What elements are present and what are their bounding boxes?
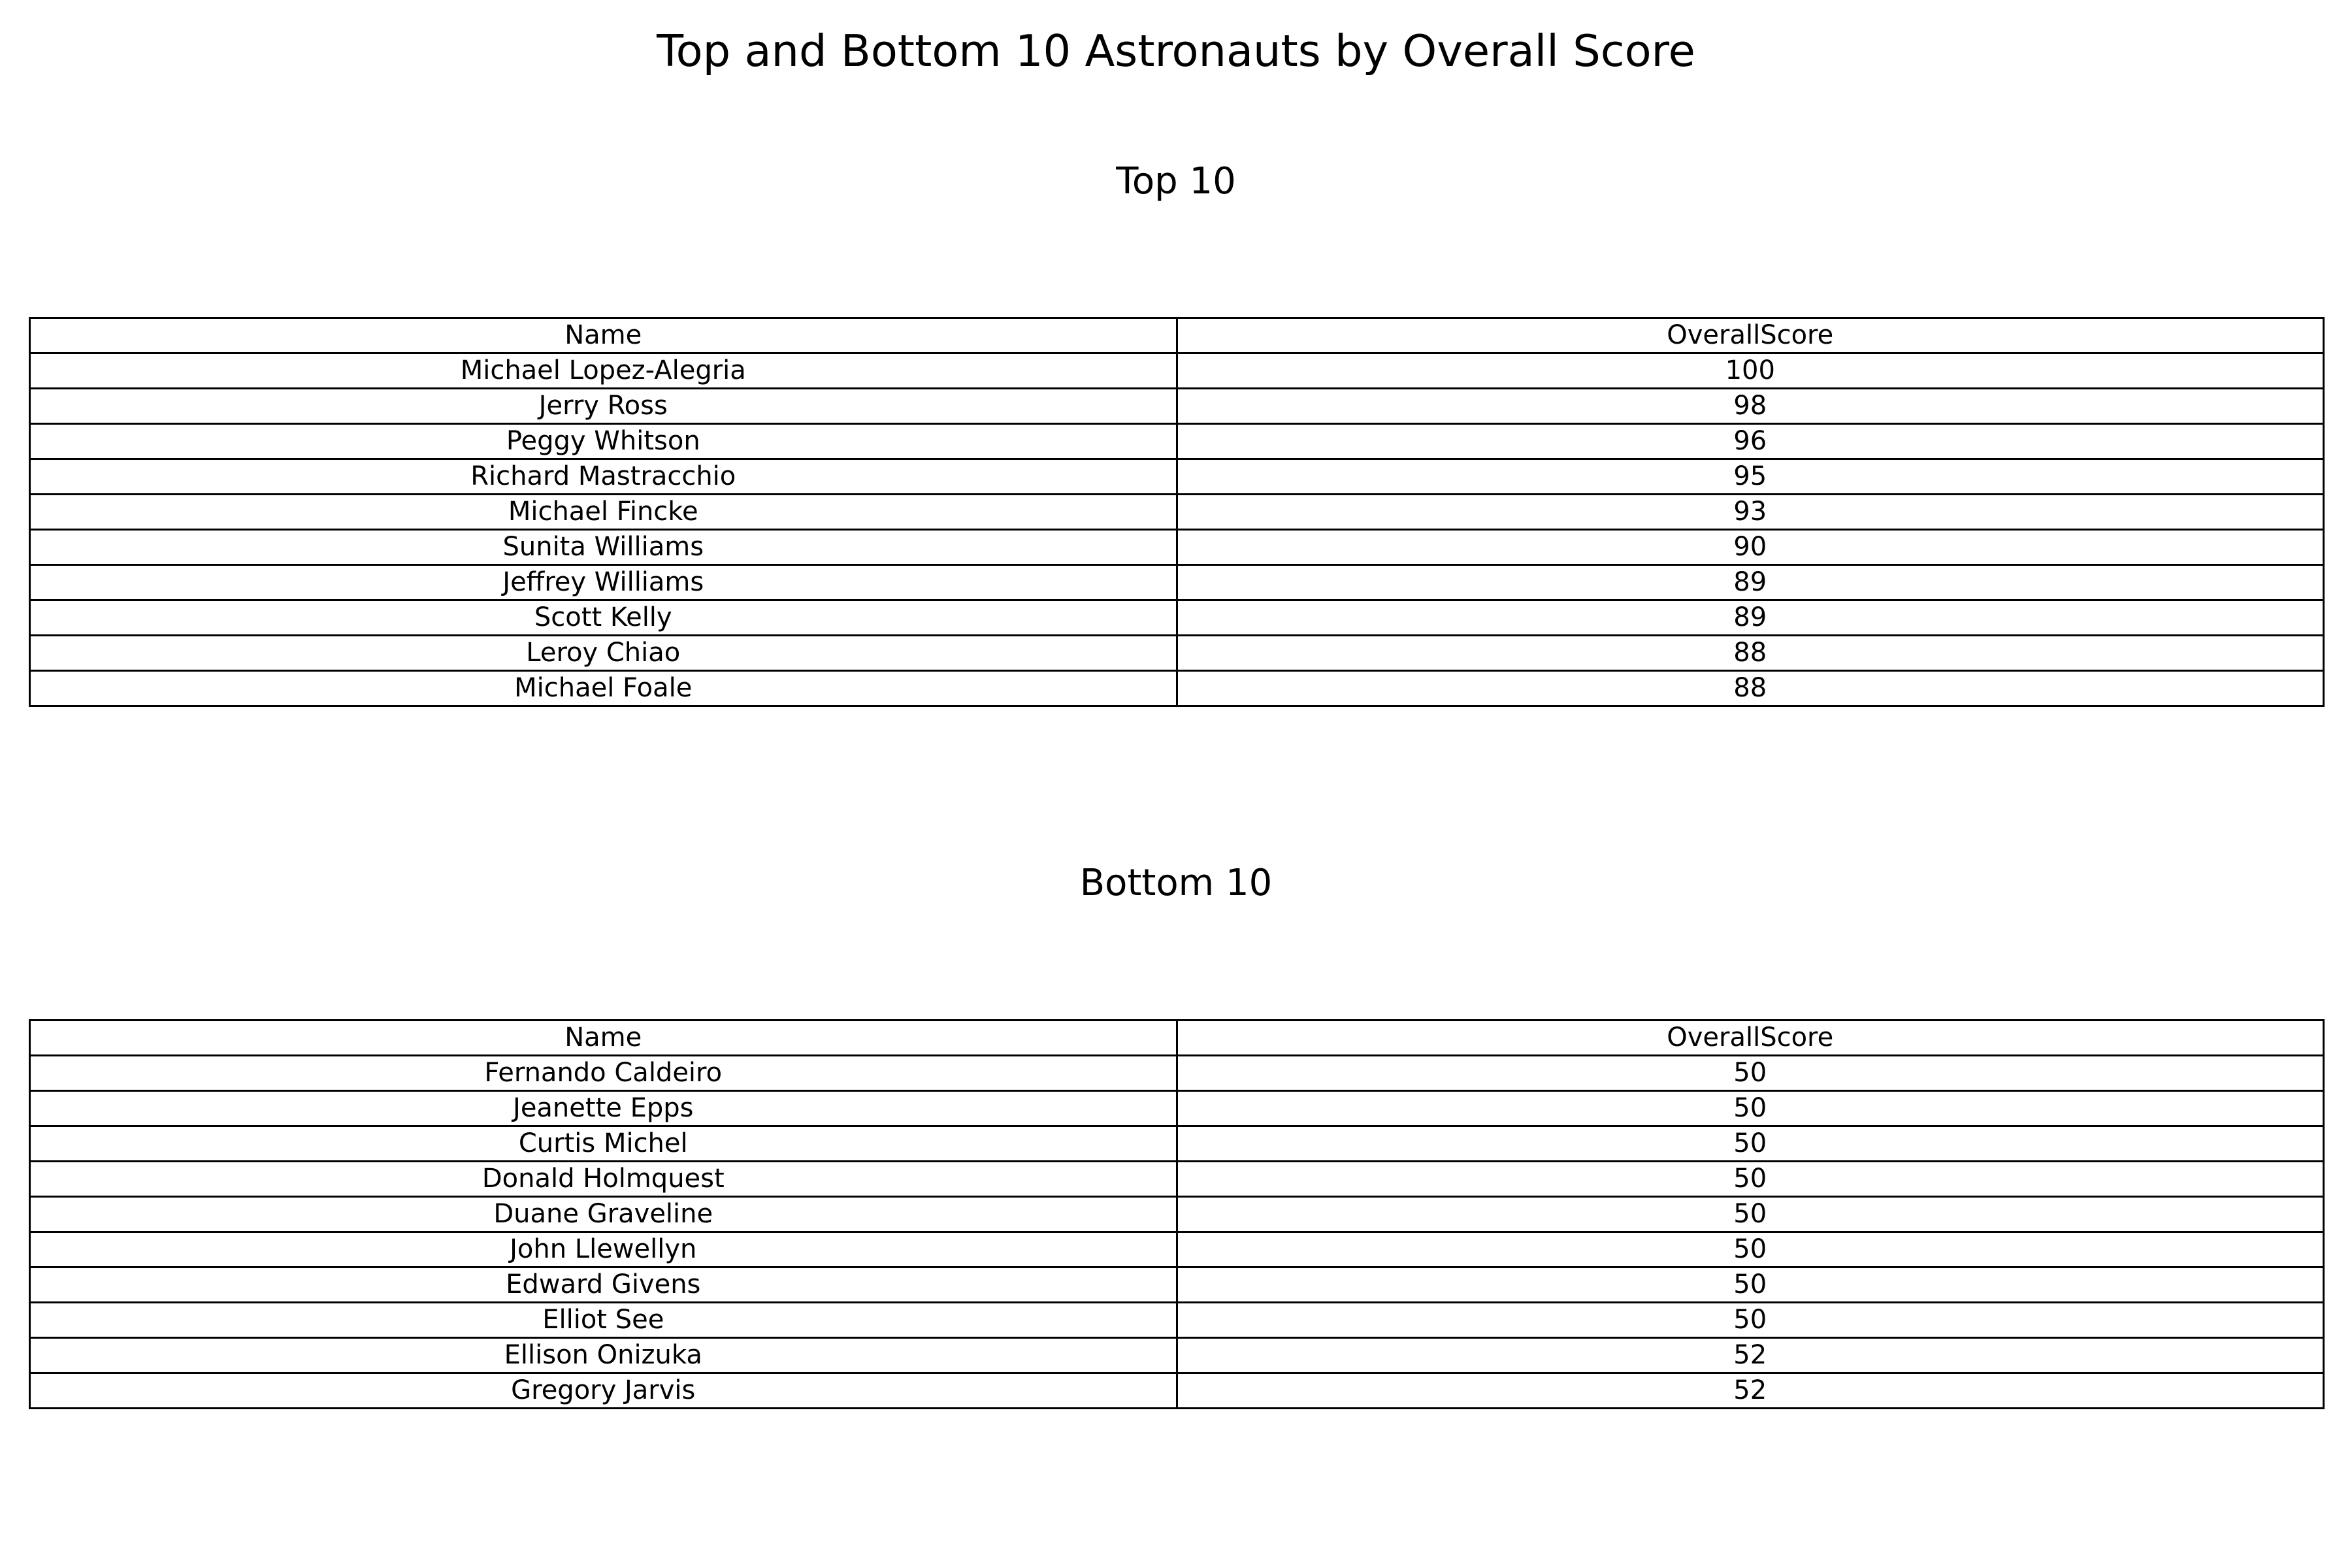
table-row <box>30 1373 2324 1409</box>
overall-score-cell: 98 <box>1177 389 2324 424</box>
overall-score-cell: 90 <box>1177 530 2324 565</box>
bottom-table-header-cell: Name <box>30 1021 1177 1056</box>
overall-score-cell: 50 <box>1177 1091 2324 1126</box>
astronaut-name-cell: Duane Graveline <box>30 1197 1177 1232</box>
overall-score-cell: 50 <box>1177 1197 2324 1232</box>
overall-score-cell: 50 <box>1177 1056 2324 1091</box>
astronaut-name-cell: Michael Foale <box>30 671 1177 706</box>
table-row <box>30 459 2324 495</box>
overall-score-cell: 93 <box>1177 495 2324 530</box>
table-row <box>30 1056 2324 1091</box>
table-row <box>30 600 2324 636</box>
astronaut-name-cell: Michael Lopez-Alegria <box>30 353 1177 389</box>
top-table-body <box>30 318 2324 706</box>
astronaut-name-cell: John Llewellyn <box>30 1232 1177 1267</box>
astronaut-name-cell: Sunita Williams <box>30 530 1177 565</box>
overall-score-cell: 95 <box>1177 459 2324 495</box>
overall-score-cell: 50 <box>1177 1126 2324 1162</box>
table-row <box>30 424 2324 459</box>
astronaut-name-cell: Elliot See <box>30 1303 1177 1338</box>
table-row <box>30 353 2324 389</box>
overall-score-cell: 50 <box>1177 1162 2324 1197</box>
bottom-table-header-row <box>30 1021 2324 1056</box>
table-row <box>30 1197 2324 1232</box>
table-row <box>30 1091 2324 1126</box>
table-row <box>30 565 2324 600</box>
table-row <box>30 1162 2324 1197</box>
astronaut-name-cell: Fernando Caldeiro <box>30 1056 1177 1091</box>
bottom-table-header-cell: OverallScore <box>1177 1021 2324 1056</box>
top-table <box>29 317 2325 707</box>
bottom-table-title: Bottom 10 <box>1079 862 1273 904</box>
overall-score-cell: 52 <box>1177 1373 2324 1409</box>
overall-score-cell: 88 <box>1177 636 2324 671</box>
table-row <box>30 1303 2324 1338</box>
bottom-table-body <box>30 1021 2324 1409</box>
page-title: Top and Bottom 10 Astronauts by Overall Score <box>657 25 1695 76</box>
bottom-table <box>29 1019 2325 1409</box>
table-row <box>30 671 2324 706</box>
astronaut-name-cell: Edward Givens <box>30 1267 1177 1303</box>
table-row <box>30 636 2324 671</box>
astronaut-name-cell: Richard Mastracchio <box>30 459 1177 495</box>
top-table-header-cell: Name <box>30 318 1177 353</box>
table-row <box>30 1267 2324 1303</box>
astronaut-name-cell: Gregory Jarvis <box>30 1373 1177 1409</box>
overall-score-cell: 88 <box>1177 671 2324 706</box>
astronaut-name-cell: Jeanette Epps <box>30 1091 1177 1126</box>
top-table-header-row <box>30 318 2324 353</box>
table-row <box>30 1338 2324 1373</box>
overall-score-cell: 50 <box>1177 1303 2324 1338</box>
table-row <box>30 389 2324 424</box>
astronaut-name-cell: Peggy Whitson <box>30 424 1177 459</box>
astronaut-name-cell: Jerry Ross <box>30 389 1177 424</box>
overall-score-cell: 100 <box>1177 353 2324 389</box>
astronaut-name-cell: Jeffrey Williams <box>30 565 1177 600</box>
table-row <box>30 530 2324 565</box>
astronaut-name-cell: Leroy Chiao <box>30 636 1177 671</box>
overall-score-cell: 89 <box>1177 565 2324 600</box>
top-table-title: Top 10 <box>1116 160 1236 203</box>
table-row <box>30 495 2324 530</box>
overall-score-cell: 50 <box>1177 1232 2324 1267</box>
astronaut-name-cell: Michael Fincke <box>30 495 1177 530</box>
overall-score-cell: 52 <box>1177 1338 2324 1373</box>
top-table-header-cell: OverallScore <box>1177 318 2324 353</box>
table-row <box>30 1126 2324 1162</box>
overall-score-cell: 96 <box>1177 424 2324 459</box>
overall-score-cell: 89 <box>1177 600 2324 636</box>
astronaut-name-cell: Ellison Onizuka <box>30 1338 1177 1373</box>
overall-score-cell: 50 <box>1177 1267 2324 1303</box>
astronaut-name-cell: Donald Holmquest <box>30 1162 1177 1197</box>
astronaut-name-cell: Curtis Michel <box>30 1126 1177 1162</box>
table-row <box>30 1232 2324 1267</box>
astronaut-name-cell: Scott Kelly <box>30 600 1177 636</box>
